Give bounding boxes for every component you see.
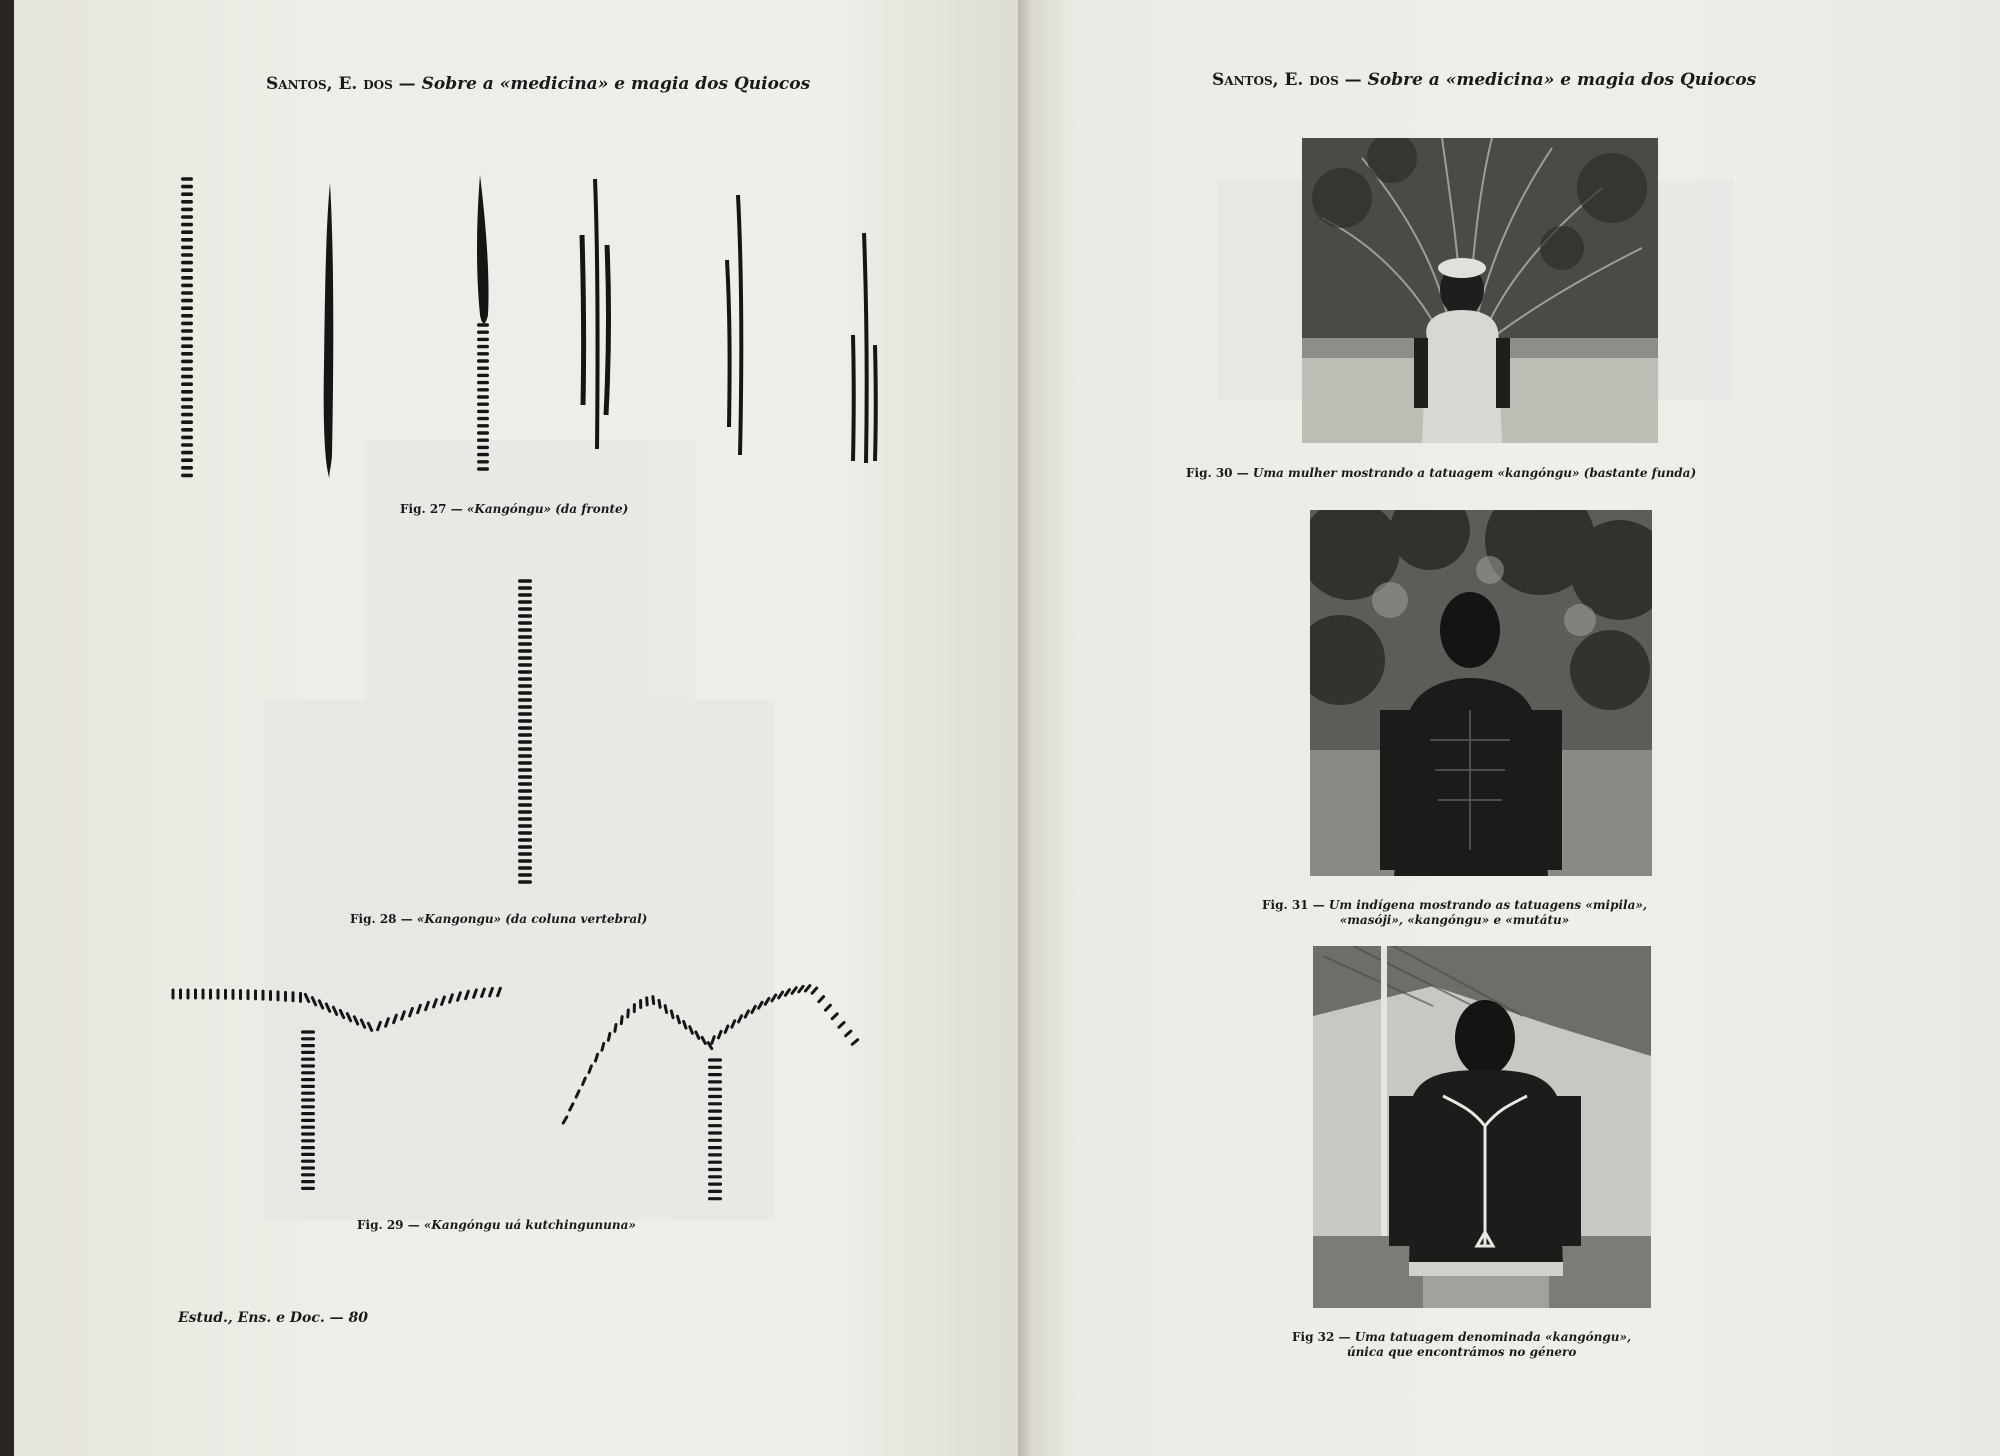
tattoo-dash — [620, 1015, 624, 1025]
solid-stroke — [324, 183, 334, 480]
tattoo-dash — [477, 410, 489, 413]
tattoo-dash — [518, 733, 532, 736]
tattoo-dash — [181, 314, 193, 318]
tattoo-dash — [181, 474, 193, 478]
fig-28-drawing — [505, 575, 545, 895]
fig-31-caption: Fig. 31 — Um indígena mostrando as tatuagens «mipila», «masóji», «kangóngu» e «mutátu» — [1262, 898, 1648, 927]
tattoo-dash — [181, 177, 193, 181]
tattoo-dash — [810, 986, 819, 995]
tattoo-dash — [477, 338, 489, 341]
tattoo-dash — [181, 451, 193, 455]
tattoo-dash — [770, 993, 778, 1003]
tattoo-dash — [181, 398, 193, 402]
tattoo-dash — [518, 768, 532, 771]
running-head-title: Sobre a «medicina» e magia dos Quiocos — [1367, 70, 1757, 90]
tattoo-dash — [587, 1064, 593, 1074]
tattoo-dash — [477, 323, 489, 326]
tattoo-dash — [669, 1009, 674, 1019]
fig-32-photo — [1313, 946, 1651, 1308]
tattoo-dash — [708, 1168, 722, 1171]
tattoo-dash — [518, 810, 532, 813]
tattoo-dash — [269, 990, 272, 1001]
fig-31-photo — [1310, 510, 1652, 876]
tattoo-dash — [518, 761, 532, 764]
tattoo-dash — [187, 989, 190, 1000]
tattoo-dash — [477, 381, 489, 384]
tattoo-dash — [181, 443, 193, 447]
solid-stroke — [606, 245, 609, 415]
tattoo-dash — [181, 200, 193, 204]
fig-27-drawing — [170, 165, 890, 495]
tattoo-dash — [723, 1024, 730, 1034]
tattoo-dash — [359, 1018, 366, 1029]
tattoo-dash — [837, 1020, 846, 1029]
tattoo-dash — [477, 395, 489, 398]
tattoo-dash — [518, 635, 532, 638]
tattoo-dash — [783, 988, 791, 998]
tattoo-dash — [581, 1076, 588, 1086]
tattoo-dash — [301, 1187, 315, 1190]
tattoo-dash — [518, 600, 532, 603]
tattoo-dash — [688, 1025, 695, 1035]
tattoo-dash — [366, 1021, 373, 1032]
tattoo-dash — [310, 996, 317, 1007]
dash-column — [181, 177, 193, 477]
tattoo-dash — [324, 1002, 331, 1013]
tattoo-dash — [477, 446, 489, 449]
tattoo-dash — [317, 999, 324, 1010]
tattoo-dash — [181, 284, 193, 288]
tattoo-dash — [301, 1180, 315, 1183]
tattoo-dash — [384, 1017, 391, 1028]
tattoo-dash — [518, 782, 532, 785]
tattoo-dash — [488, 987, 495, 998]
fig-30-photo — [1302, 138, 1658, 443]
tattoo-dash — [518, 831, 532, 834]
tattoo-dash — [518, 775, 532, 778]
tattoo-dash — [518, 859, 532, 862]
tattoo-dash — [518, 838, 532, 841]
fig-27-caption: Fig. 27 — «Kangóngu» (da fronte) — [400, 502, 629, 516]
solid-stroke — [738, 195, 741, 455]
tattoo-dash — [708, 1095, 722, 1098]
fig-28-caption: Fig. 28 — «Kangongu» (da coluna vertebral) — [350, 912, 648, 926]
tattoo-dash — [645, 996, 649, 1006]
tattoo-dash — [790, 986, 798, 996]
tattoo-dash — [518, 621, 532, 624]
tattoo-dash — [301, 1146, 315, 1149]
tattoo-dash — [477, 417, 489, 420]
tattoo-dash — [663, 1004, 668, 1014]
tattoo-dash — [301, 1071, 315, 1074]
tattoo-dash — [651, 995, 655, 1005]
running-head-author: Santos, E. dos — — [266, 74, 416, 94]
tattoo-dash — [202, 989, 205, 1000]
tattoo-dash — [301, 1173, 315, 1176]
tattoo-dash — [181, 344, 193, 348]
tattoo-dash — [676, 1014, 682, 1024]
tattoo-dash — [181, 360, 193, 364]
tattoo-dash — [682, 1020, 688, 1030]
tattoo-dash — [518, 607, 532, 610]
tattoo-dash — [477, 403, 489, 406]
tattoo-dash — [823, 1003, 832, 1012]
fig-29-caption: Fig. 29 — «Kangóngu uá kutchingununa» — [357, 1218, 636, 1232]
tattoo-dash — [284, 991, 287, 1002]
tattoo-dash — [518, 740, 532, 743]
tattoo-dash — [301, 1119, 315, 1122]
tattoo-dash — [518, 726, 532, 729]
tattoo-dash — [181, 238, 193, 242]
tattoo-dash — [181, 185, 193, 189]
fig-30-caption: Fig. 30 — Uma mulher mostrando a tatuagem «kangóngu» (bastante funda) — [1186, 466, 1697, 480]
tattoo-dash — [301, 1139, 315, 1142]
tattoo-dash — [477, 431, 489, 434]
tattoo-dash — [338, 1008, 345, 1019]
solid-stroke — [477, 175, 489, 323]
tattoo-dash — [181, 268, 193, 272]
running-head-author: Santos, E. dos — — [1212, 70, 1362, 90]
right-running-head — [1212, 70, 1756, 90]
tattoo-dash — [232, 989, 235, 1000]
tattoo-dash — [292, 991, 295, 1002]
tattoo-dash — [708, 1183, 722, 1186]
tattoo-dash — [708, 1190, 722, 1193]
tattoo-dash — [345, 1012, 352, 1023]
tattoo-dash — [708, 1080, 722, 1083]
dash-column — [518, 579, 532, 883]
tattoo-dash — [301, 1112, 315, 1115]
tattoo-dash — [730, 1019, 737, 1029]
tattoo-dash — [301, 1030, 315, 1033]
tattoo-dash — [254, 989, 257, 1000]
tattoo-dash — [181, 413, 193, 417]
dash-arc-left — [172, 986, 503, 1190]
tattoo-dash — [518, 712, 532, 715]
tattoo-dash — [440, 995, 447, 1006]
tattoo-dash — [777, 990, 785, 1000]
tattoo-dash — [477, 359, 489, 362]
tattoo-dash — [181, 291, 193, 295]
tattoo-dash — [518, 586, 532, 589]
tattoo-dash — [708, 1088, 722, 1091]
tattoo-dash — [626, 1008, 630, 1018]
solid-stroke — [864, 233, 867, 463]
tattoo-dash — [797, 984, 806, 994]
tattoo-dash — [518, 845, 532, 848]
tattoo-dash — [763, 996, 771, 1006]
tattoo-dash — [518, 796, 532, 799]
tattoo-dash — [708, 1124, 722, 1127]
tattoo-dash — [301, 1105, 315, 1108]
tattoo-dash — [518, 747, 532, 750]
tattoo-dash — [480, 987, 487, 998]
tattoo-dash — [477, 352, 489, 355]
tattoo-dash — [657, 999, 662, 1009]
tattoo-dash — [708, 1161, 722, 1164]
tattoo-dash — [518, 677, 532, 680]
tattoo-dash — [217, 989, 220, 1000]
running-head-title: Sobre a «medicina» e magia dos Quiocos — [421, 74, 811, 94]
tattoo-dash — [301, 1166, 315, 1169]
tattoo-dash — [830, 1012, 839, 1021]
tattoo-dash — [518, 649, 532, 652]
tattoo-dash — [448, 993, 455, 1004]
tattoo-dash — [708, 1153, 722, 1156]
tattoo-dash — [181, 299, 193, 303]
solid-stroke — [875, 345, 876, 461]
tattoo-dash — [518, 824, 532, 827]
tattoo-dash — [181, 329, 193, 333]
tattoo-dash — [181, 436, 193, 440]
tattoo-dash — [301, 1126, 315, 1129]
left-running-head — [266, 74, 810, 94]
tattoo-dash — [518, 691, 532, 694]
tattoo-dash — [850, 1038, 860, 1047]
tattoo-dash — [181, 261, 193, 265]
tattoo-dash — [247, 989, 250, 1000]
tattoo-dash — [518, 705, 532, 708]
tattoo-dash — [518, 866, 532, 869]
tattoo-dash — [181, 382, 193, 386]
tattoo-dash — [181, 246, 193, 250]
tattoo-dash — [224, 989, 227, 1000]
tattoo-dash — [181, 466, 193, 470]
tattoo-dash — [518, 579, 532, 582]
tattoo-dash — [518, 642, 532, 645]
tattoo-dash — [181, 390, 193, 394]
tattoo-dash — [194, 989, 197, 1000]
tattoo-dash — [277, 990, 280, 1001]
left-footer: Estud., Ens. e Doc. — 80 — [178, 1310, 368, 1326]
tattoo-dash — [181, 428, 193, 432]
tattoo-dash — [262, 990, 265, 1001]
tattoo-dash — [400, 1010, 407, 1021]
tattoo-dash — [301, 1037, 315, 1040]
book-gutter — [1018, 0, 1032, 1456]
tattoo-dash — [518, 663, 532, 666]
tattoo-dash — [518, 873, 532, 876]
tattoo-dash — [181, 420, 193, 424]
tattoo-dash — [694, 1030, 701, 1040]
tattoo-dash — [181, 230, 193, 234]
tattoo-dash — [477, 424, 489, 427]
tattoo-dash — [408, 1006, 415, 1017]
tattoo-dash — [600, 1042, 605, 1052]
tattoo-dash — [301, 1098, 315, 1101]
tattoo-dash — [757, 1000, 765, 1010]
solid-stroke — [582, 235, 584, 405]
tattoo-dash — [331, 1005, 338, 1016]
dash-column — [477, 323, 489, 470]
tattoo-dash — [518, 593, 532, 596]
tattoo-dash — [817, 994, 826, 1003]
tattoo-dash — [181, 367, 193, 371]
tattoo-dash — [708, 1131, 722, 1134]
tattoo-dash — [708, 1197, 722, 1200]
tattoo-dash — [181, 375, 193, 379]
tattoo-dash — [518, 698, 532, 701]
tattoo-dash — [708, 1058, 722, 1061]
tattoo-dash — [472, 988, 479, 999]
tattoo-dash — [574, 1089, 581, 1099]
tattoo-dash — [708, 1117, 722, 1120]
tattoo-dash — [717, 1029, 723, 1039]
tattoo-dash — [172, 989, 175, 1000]
tattoo-dash — [424, 1000, 431, 1011]
tattoo-dash — [594, 1052, 600, 1062]
tattoo-dash — [633, 1003, 636, 1013]
tattoo-dash — [392, 1013, 399, 1024]
tattoo-dash — [477, 388, 489, 391]
tattoo-dash — [518, 628, 532, 631]
tattoo-dash — [301, 1160, 315, 1163]
tattoo-dash — [301, 1051, 315, 1054]
tattoo-dash — [708, 1073, 722, 1076]
tattoo-dash — [750, 1004, 757, 1014]
tattoo-dash — [464, 989, 471, 1000]
tattoo-dash — [301, 1132, 315, 1135]
tattoo-dash — [708, 1110, 722, 1113]
tattoo-dash — [179, 989, 182, 1000]
tattoo-dash — [708, 1146, 722, 1149]
tattoo-dash — [432, 998, 439, 1009]
tattoo-dash — [181, 306, 193, 310]
tattoo-dash — [477, 374, 489, 377]
tattoo-dash — [301, 1058, 315, 1061]
tattoo-dash — [376, 1020, 383, 1031]
tattoo-dash — [518, 719, 532, 722]
tattoo-dash — [456, 991, 463, 1002]
tattoo-dash — [477, 439, 489, 442]
fig-32-caption: Fig 32 — Uma tatuagem denominada «kangóngu», única que encontrámos no género — [1292, 1330, 1632, 1359]
tattoo-dash — [708, 1102, 722, 1105]
tattoo-dash — [181, 322, 193, 326]
tattoo-dash — [743, 1009, 750, 1019]
tattoo-dash — [301, 1153, 315, 1156]
tattoo-dash — [518, 817, 532, 820]
tattoo-dash — [708, 1066, 722, 1069]
tattoo-dash — [700, 1035, 707, 1045]
tattoo-dash — [181, 276, 193, 280]
tattoo-dash — [607, 1032, 612, 1042]
tattoo-dash — [518, 852, 532, 855]
tattoo-dash — [181, 192, 193, 196]
tattoo-dash — [639, 999, 642, 1009]
tattoo-dash — [561, 1115, 569, 1125]
tattoo-dash — [496, 986, 503, 997]
tattoo-dash — [518, 670, 532, 673]
tattoo-dash — [301, 1092, 315, 1095]
tattoo-dash — [301, 1085, 315, 1088]
tattoo-dash — [181, 337, 193, 341]
tattoo-dash — [477, 460, 489, 463]
tattoo-dash — [708, 1139, 722, 1142]
tattoo-dash — [181, 458, 193, 462]
tattoo-dash — [708, 1175, 722, 1178]
tattoo-dash — [518, 789, 532, 792]
tattoo-dash — [301, 1044, 315, 1047]
tattoo-dash — [477, 453, 489, 456]
tattoo-dash — [477, 367, 489, 370]
tattoo-dash — [181, 208, 193, 212]
tattoo-dash — [301, 1078, 315, 1081]
tattoo-dash — [416, 1003, 423, 1014]
tattoo-dash — [477, 345, 489, 348]
tattoo-dash — [477, 467, 489, 470]
tattoo-dash — [613, 1023, 618, 1033]
tattoo-dash — [181, 405, 193, 409]
tattoo-dash — [301, 1064, 315, 1067]
tattoo-dash — [352, 1015, 359, 1026]
tattoo-dash — [518, 754, 532, 757]
tattoo-dash — [477, 331, 489, 334]
tattoo-dash — [518, 803, 532, 806]
tattoo-dash — [803, 983, 812, 993]
tattoo-dash — [568, 1102, 575, 1112]
tattoo-dash — [209, 989, 212, 1000]
tattoo-dash — [737, 1014, 744, 1024]
tattoo-dash — [303, 992, 310, 1003]
dash-arc-right — [561, 983, 860, 1200]
tattoo-dash — [518, 880, 532, 883]
tattoo-dash — [181, 253, 193, 257]
tattoo-dash — [181, 352, 193, 356]
tattoo-dash — [299, 992, 302, 1003]
tattoo-dash — [239, 989, 242, 1000]
tattoo-dash — [710, 1035, 716, 1045]
tattoo-dash — [181, 215, 193, 219]
tattoo-dash — [181, 223, 193, 227]
solid-stroke — [727, 260, 730, 427]
tattoo-dash — [518, 684, 532, 687]
tattoo-dash — [518, 614, 532, 617]
tattoo-dash — [518, 656, 532, 659]
tattoo-dash — [843, 1029, 852, 1038]
fig-29-drawing — [165, 980, 865, 1210]
solid-stroke — [853, 335, 854, 461]
solid-stroke — [595, 179, 598, 449]
